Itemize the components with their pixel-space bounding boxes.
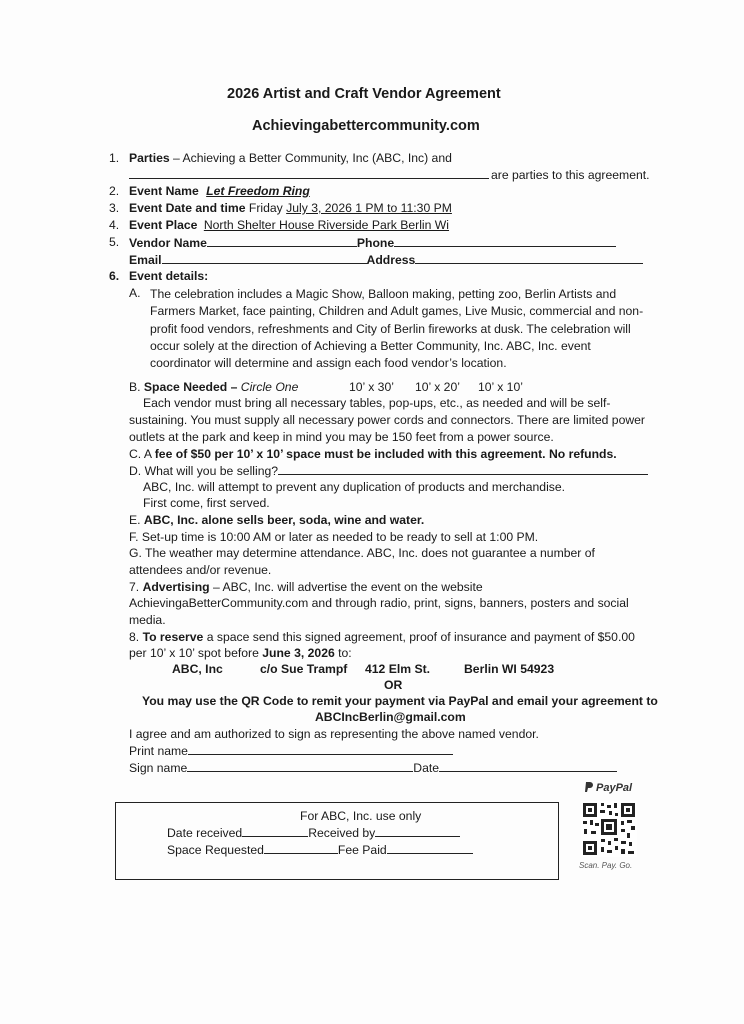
alcohol-notice: ABC, Inc. alone sells beer, soda, wine and water. xyxy=(143,513,425,527)
item-number: 6. xyxy=(109,269,120,283)
vendor-name-field[interactable] xyxy=(207,235,357,247)
parties-tail: are parties to this agreement. xyxy=(491,168,650,182)
section-b-line: Each vendor must bring all necessary tables, pop-ups, etc., as needed and will be self- xyxy=(143,396,611,410)
section-a-line: profit food vendors, refreshments and City of Berlin fireworks at dusk. The celebration will xyxy=(150,321,631,336)
event-place-value: North Shelter House Riverside Park Berlin Wi xyxy=(203,218,450,232)
contact-email[interactable]: ABCIncBerlin@gmail.com xyxy=(315,710,466,724)
website-heading: Achievingabettercommunity.com xyxy=(252,118,480,134)
fee-paid-label: Fee Paid xyxy=(337,843,387,857)
event-date-day: Friday xyxy=(248,201,283,215)
section-a-line: The celebration includes a Magic Show, Balloon making, petting zoo, Berlin Artists and xyxy=(150,287,617,301)
parties-blank-line[interactable] xyxy=(129,167,489,182)
event-date-value: July 3, 2026 1 PM to 11:30 PM xyxy=(286,201,452,215)
or-label: OR xyxy=(384,678,403,692)
office-row-2 xyxy=(167,842,473,857)
event-place-line xyxy=(129,218,449,232)
email-field[interactable] xyxy=(162,252,367,264)
section-b-heading xyxy=(129,380,298,394)
fee-paid-field[interactable] xyxy=(387,842,473,854)
date-received-field[interactable] xyxy=(242,825,308,837)
parties-text: – Achieving a Better Community, Inc (ABC, Inc) and xyxy=(169,151,452,165)
authorization-statement: I agree and am authorized to sign as representing the above named vendor. xyxy=(129,727,539,741)
selling-question: D. What will you be selling? xyxy=(129,464,279,478)
qr-payment-note: You may use the QR Code to remit your payment via PayPal and email your agreement to xyxy=(142,694,658,708)
section-7-prefix: 7. xyxy=(129,580,143,594)
reserve-label: To reserve xyxy=(142,630,204,644)
reserve-deadline: June 3, 2026 xyxy=(262,646,335,660)
space-option-10[interactable]: 10’ x 10’ xyxy=(478,380,523,394)
section-a-label: A. xyxy=(129,286,141,300)
date-field[interactable] xyxy=(439,760,617,772)
space-requested-field[interactable] xyxy=(264,842,338,854)
section-c xyxy=(129,447,617,461)
event-date-label: Event Date and time xyxy=(129,201,246,215)
event-name-value: Let Freedom Ring xyxy=(206,184,310,198)
event-date-line xyxy=(129,201,452,215)
email-line xyxy=(129,252,643,267)
paypal-tagline: Scan. Pay. Go. xyxy=(579,861,633,870)
address-street: 412 Elm St. xyxy=(365,662,431,676)
print-name-field[interactable] xyxy=(188,743,453,755)
fee-notice: fee of $50 per 10’ x 10’ space must be included with this agreement. No refunds. xyxy=(154,447,617,461)
circle-one-label: Circle One xyxy=(240,380,299,394)
print-name-label: Print name xyxy=(129,744,188,758)
section-c-prefix: C. A xyxy=(129,447,155,461)
address-co: c/o Sue Trampf xyxy=(260,662,348,676)
space-option-30[interactable]: 10’ x 30’ xyxy=(349,380,394,394)
item-number: 5. xyxy=(109,235,120,249)
address-org: ABC, Inc xyxy=(172,662,223,676)
office-row-1 xyxy=(167,825,460,840)
address-city: Berlin WI 54923 xyxy=(464,662,555,676)
event-details-label: Event details: xyxy=(129,269,209,283)
section-8 xyxy=(129,630,635,644)
section-b-prefix: B. xyxy=(129,380,141,394)
item-number: 4. xyxy=(109,218,120,232)
section-g-line: G. The weather may determine attendance. ABC, Inc. does not guarantee a number of xyxy=(129,546,595,560)
address-field[interactable] xyxy=(415,252,643,264)
qr-code-icon[interactable] xyxy=(581,801,637,857)
event-place-label: Event Place xyxy=(129,218,198,232)
section-a-line: Farmers Market, face painting, Children and Adult games, Live Music, commercial and non- xyxy=(150,304,644,319)
section-7-line: AchievingaBetterCommunity.com and through radio, print, signs, banners, posters and social xyxy=(129,596,629,610)
section-7 xyxy=(129,580,483,594)
reserve-text: a space send this signed agreement, proof of insurance and payment of $50.00 xyxy=(203,630,635,644)
section-b-line: sustaining. You must supply all necessary power cords and connectors. There are limited power xyxy=(129,413,645,427)
section-a-line: coordinator will determine and assign each food vendor’s location. xyxy=(150,356,507,371)
section-f: F. Set-up time is 10:00 AM or later as needed to be ready to sell at 1:00 PM. xyxy=(129,530,539,544)
office-use-heading: For ABC, Inc. use only xyxy=(300,809,422,823)
section-8-line2a: per 10’ x 10’ spot before xyxy=(129,646,263,660)
space-needed-label: Space Needed – xyxy=(143,380,241,394)
paypal-brand-text: PayPal xyxy=(596,782,633,794)
section-8-prefix: 8. xyxy=(129,630,143,644)
date-label: Date xyxy=(413,761,440,775)
print-name-row xyxy=(129,743,453,758)
section-g-line: attendees and/or revenue. xyxy=(129,563,272,577)
advertising-text: – ABC, Inc. will advertise the event on the website xyxy=(209,580,483,594)
document-title: 2026 Artist and Craft Vendor Agreement xyxy=(227,86,501,102)
item-number: 2. xyxy=(109,184,120,198)
section-a-line: occur solely at the direction of Achieving a Better Community, Inc. ABC, Inc. event xyxy=(150,338,591,353)
parties-line xyxy=(129,151,452,165)
event-name-label: Event Name xyxy=(129,184,199,198)
vendor-line xyxy=(129,235,616,250)
item-number: 3. xyxy=(109,201,120,215)
email-label: Email xyxy=(129,253,162,267)
phone-label: Phone xyxy=(356,236,395,250)
section-d-line: ABC, Inc. will attempt to prevent any duplication of products and merchandise. xyxy=(143,480,566,494)
section-8-line2b: to: xyxy=(334,646,352,660)
received-by-field[interactable] xyxy=(375,825,460,837)
item-number: 1. xyxy=(109,151,120,165)
section-b-line: outlets at the park and keep in mind you may be 150 feet from a power source. xyxy=(129,430,554,444)
received-by-label: Received by xyxy=(308,826,376,840)
parties-label: Parties xyxy=(129,151,170,165)
section-e xyxy=(129,513,424,527)
space-requested-label: Space Requested xyxy=(167,843,264,857)
section-d-line: First come, first served. xyxy=(143,496,270,510)
paypal-logo-icon xyxy=(585,782,593,792)
address-label: Address xyxy=(366,253,416,267)
section-a-text xyxy=(150,286,643,372)
vendor-name-label: Vendor Name xyxy=(129,236,207,250)
section-8-line2 xyxy=(129,646,352,660)
selling-field[interactable] xyxy=(278,463,648,475)
phone-field[interactable] xyxy=(394,235,616,247)
section-e-prefix: E. xyxy=(129,513,144,527)
sign-name-row xyxy=(129,760,617,775)
advertising-label: Advertising xyxy=(142,580,210,594)
sign-name-field[interactable] xyxy=(187,760,413,772)
space-option-20[interactable]: 10’ x 20’ xyxy=(415,380,460,394)
event-name-line xyxy=(129,184,310,198)
date-received-label: Date received xyxy=(167,826,243,840)
sign-name-label: Sign name xyxy=(129,761,188,775)
paypal-brand xyxy=(585,782,632,794)
section-d xyxy=(129,463,648,478)
section-7-line: media. xyxy=(129,613,166,627)
